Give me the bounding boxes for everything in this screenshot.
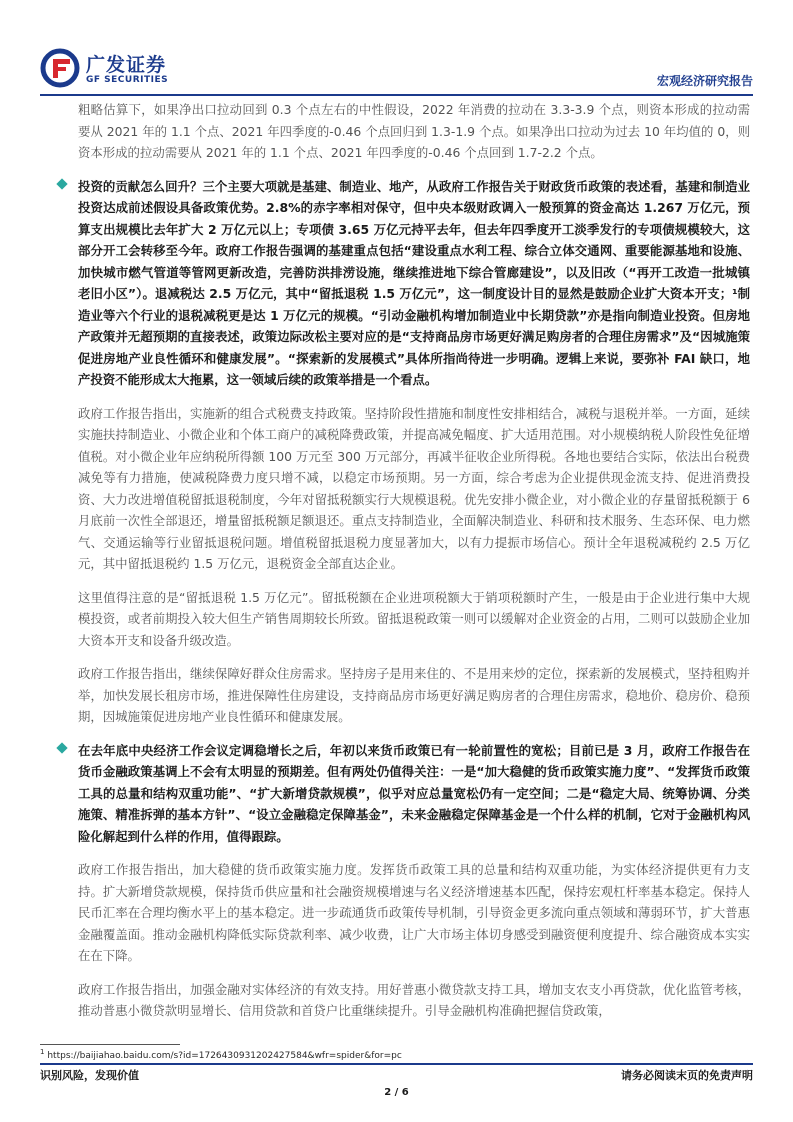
footnote-divider (40, 1044, 180, 1045)
brand-name-cn: 广发证券 (86, 54, 167, 76)
gf-logo-icon (40, 48, 80, 88)
footnote-marker: 1 (40, 1048, 45, 1056)
footer-disclaimer: 请务必阅读末页的免责声明 (621, 1069, 753, 1082)
diamond-bullet-icon (56, 178, 67, 189)
header-divider (40, 94, 753, 96)
diamond-bullet-icon (56, 742, 67, 753)
key-point-text: 投资的贡献怎么回升？三个主要大项就是基建、制造业、地产，从政府工作报告关于财政货币政策的表述看，基建和制造业投资达成前述假设具备政策优势。2.8%的赤字率相对保守，但中央本级财政调入一般预算的资金高达 1.267 万亿元，预算支出规模比去年扩大 2 万亿元以上；专项债 3.65 万亿元持平去年，但去年四季度开工淡季发行的专项债规模较大，这部分开工会转移至今年。政府工作报告强调的基建重点包括“建设重点水利工程、综合立体交通网、重要能源基地和设施、加快城市燃气管道等管网更新改造，完善防洪排涝设施，继续推进地下综合管廊建设”，以及旧改（“再开工改造一批城镇老旧小区”）。退减税达 2.5 万亿元，其中“留抵退税 1.5 万亿元”，这一制度设计目的显然是鼓励企业扩大资本开支；¹制造业等六个行业的退税减税更是达 1 万亿元的规模。“引动金融机构增加制造业中长期贷款”亦是指向制造业投资。但房地产政策并无超预期的直接表述，政策边际改松主要对应的是“支持商品房市场更好满足购房者的合理住房需求”及“因城施策促进房地产业良性循环和健康发展”。“探索新的发展模式”具体所指尚待进一步明确。逻辑上来说，要弥补 FAI 缺口，地产投资不能形成太大拖累，这一领域后续的政策举措是一个看点。 (78, 178, 750, 387)
footer-divider (40, 1063, 753, 1065)
body-paragraph: 粗略估算下，如果净出口拉动回到 0.3 个点左右的中性假设，2022 年消费的拉动在 3.3-3.9 个点，则资本形成的拉动需要从 2021 年的 1.1 个点、2021 年四季度的-0.46 个点回归到 1.3-1.9 个点。如果净出口拉动为过去 10 年均值的 0，则资本形成的拉动需要从 2021 年的 1.1 个点、2021 年四季度的-0.46 个点回到 1.7-2.2 个点。 (78, 102, 750, 160)
page-number: 2 / 6 (384, 1087, 409, 1098)
body-paragraph: 政府工作报告指出，加强金融对实体经济的有效支持。用好普惠小微贷款支持工具，增加支农支小再贷款，优化监管考核，推动普惠小微贷款明显增长、信用贷款和首贷户比重继续提升。引导金融机构准确把握信贷政策， (78, 981, 750, 1018)
page-header (40, 48, 753, 92)
key-point-paragraph (78, 740, 750, 848)
body-paragraph: 政府工作报告指出，实施新的组合式税费支持政策。坚持阶段性措施和制度性安排相结合，减税与退税并举。一方面，延续实施扶持制造业、小微企业和个体工商户的减税降费政策，并提高减免幅度、扩大适用范围。对小规模纳税人阶段性免征增值税。对小微企业年应纳税所得额 100 万元至 300 万元部分，再减半征收企业所得税。各地也要结合实际，依法出台税费减免等有力措施，使减税降费力度只增不减，以稳定市场预期。另一方面，综合考虑为企业提供现金流支持、促进消费投资、大力改进增值税留抵退税制度，今年对留抵税额实行大规模退税。优先安排小微企业，对小微企业的存量留抵税额于 6 月底前一次性全部退还，增量留抵税额足额退还。重点支持制造业，全面解决制造业、科研和技术服务、生态环保、电力燃气、交通运输等行业留抵退税问题。增值税留抵退税力度显著加大，以有力提振市场信心。预计全年退税减税约 2.5 万亿元，其中留抵退税约 1.5 万亿元，退税资金全部直达企业。 (78, 405, 750, 571)
body-paragraph: 这里值得注意的是“留抵退税 1.5 万亿元”。留抵税额在企业进项税额大于销项税额时产生，一般是由于企业进行集中大规模投资，或者前期投入较大但生产销售周期较长所致。留抵退税政策一则可以缓解对企业资金的占用，二则可以鼓励企业加大资本开支和设备升级改造。 (78, 589, 750, 648)
key-point-paragraph (78, 176, 750, 391)
body-paragraph: 政府工作报告指出，加大稳健的货币政策实施力度。发挥货币政策工具的总量和结构双重功能，为实体经济提供更有力支持。扩大新增贷款规模，保持货币供应量和社会融资规模增速与名义经济增速基本匹配，保持宏观杠杆率基本稳定。保持人民币汇率在合理均衡水平上的基本稳定。进一步疏通货币政策传导机制，引导资金更多流向重点领域和薄弱环节，扩大普惠金融覆盖面。推动金融机构降低实际贷款利率、减少收费，让广大市场主体切身感受到融资便利度提升、综合融资成本实实在在下降。 (78, 862, 750, 963)
body-paragraph: 政府工作报告指出，继续保障好群众住房需求。坚持房子是用来住的、不是用来炒的定位，探索新的发展模式，坚持租购并举，加快发展长租房市场，推进保障性住房建设，支持商品房市场更好满足购房者的合理住房需求，稳地价、稳房价、稳预期，因城施策促进房地产业良性循环和健康发展。 (78, 666, 750, 724)
brand-name-en: GF SECURITIES (86, 75, 169, 85)
key-point-text: 在去年底中央经济工作会议定调稳增长之后，年初以来货币政策已有一轮前置性的宽松；目前已是 3 月，政府工作报告在货币金融政策基调上不会有太明显的预期差。但有两处仍值得关注：一是“加大稳健的货币政策实施力度”、“发挥货币政策工具的总量和结构双重功能”、“扩大新增贷款规模”，似乎对应总量宽松仍有一定空间；二是“稳定大局、统筹协调、分类施策、精准拆弹的基本方针”、“设立金融稳定保障基金”，未来金融稳定保障基金是一个什么样的机制，它对于金融机构风险化解起到什么样的作用，值得跟踪。 (78, 742, 750, 844)
footer-slogan: 识别风险，发现价值 (40, 1069, 139, 1082)
footnote (40, 1048, 402, 1061)
footnote-link[interactable]: https://baijiahao.baidu.com/s?id=1726430931202427584&wfr=spider&for=pc (47, 1051, 402, 1061)
report-body (78, 99, 750, 1022)
report-type: 宏观经济研究报告 (656, 74, 753, 88)
